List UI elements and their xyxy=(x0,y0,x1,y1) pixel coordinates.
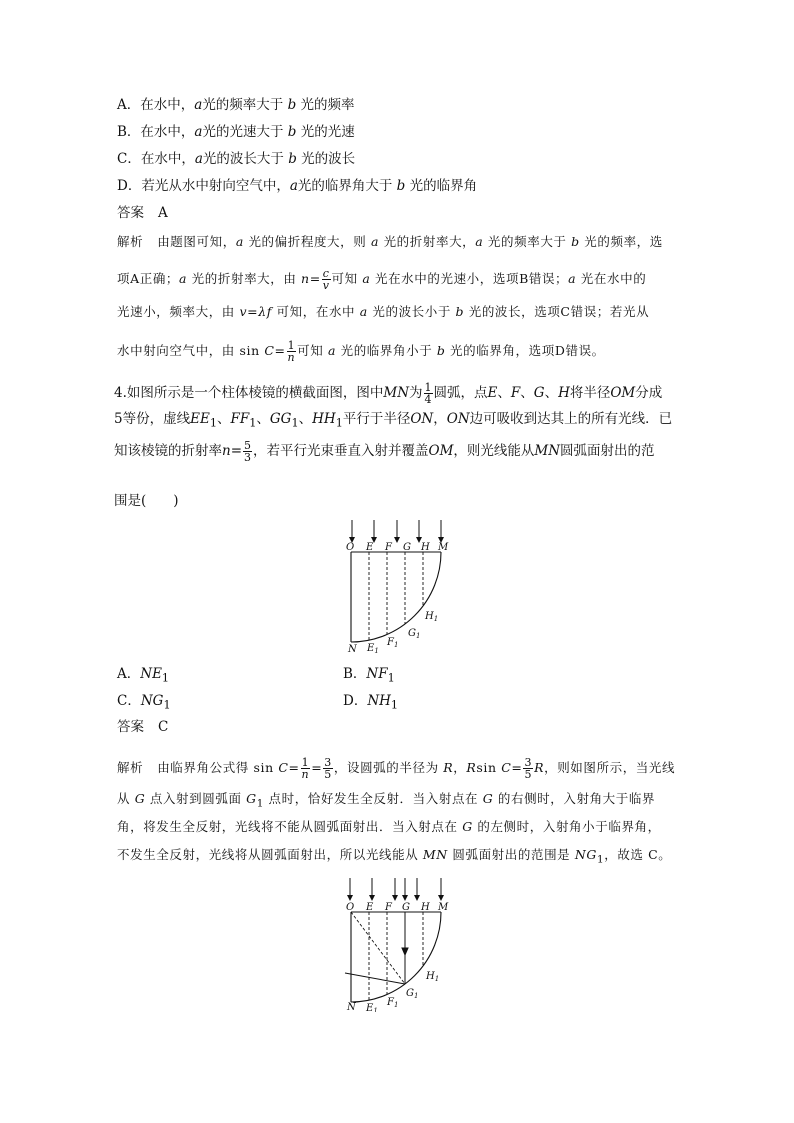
fraction-one-quarter: $\frac{1}{4}$ xyxy=(424,381,432,406)
prism-figure-1 xyxy=(335,515,465,655)
label-g1: $G_1$ xyxy=(408,628,421,640)
q4-stem-line-2: 5等份，虚线$EE_1$、$FF_1$、$GG_1$、$HH_1$平行于半径ON，ON边可吸收到达其上的所有光线．已 xyxy=(114,411,673,430)
label-g1: $G_1$ xyxy=(406,988,419,1000)
label-e1: $E_1$ xyxy=(366,1003,378,1012)
q4-analysis-line-3: 角，将发生全反射，光线将不能从圆弧面射出．当入射点在 G 的左侧时，入射角小于临界角， xyxy=(117,819,661,834)
q3-answer-value: A xyxy=(158,205,168,221)
q3-option-d: D．若光从水中射向空气中，a光的临界角大于 b 光的临界角 xyxy=(117,178,478,194)
fraction-3-over-5: $\frac{3}{5}$ xyxy=(324,756,332,781)
ray-arrowhead xyxy=(402,948,408,955)
label-n: N xyxy=(347,1002,356,1012)
label-o: O xyxy=(346,902,355,913)
q3-analysis-line-2: 项A正确；a 光的折射率大，由 n= $\frac{c}{v}$ 可知 a 光在水中的光速小，选项B错误；a 光在水中的 xyxy=(117,267,647,292)
q3-answer xyxy=(117,204,168,222)
q3-analysis-label: 解析 xyxy=(117,234,144,249)
q4-option-d: D．$NH_1$ xyxy=(343,693,399,712)
q4-analysis-line-1: 解析 由临界角公式得 sin C= $\frac{1}{n}$ = $\frac{3}{5}$ ，设圆弧的半径为 R，Rsin C= $\frac{3}{5}$ R，则如图所示，当光线 xyxy=(117,756,676,781)
fraction-5-over-3: $\frac{5}{3}$ xyxy=(244,439,252,464)
q4-answer xyxy=(117,718,168,736)
q4-analysis-label: 解析 xyxy=(117,760,144,775)
fraction-1-over-n: $\frac{1}{n}$ xyxy=(301,756,310,781)
prism-figure-2 xyxy=(335,872,465,1012)
label-e: E xyxy=(366,902,374,913)
label-h1: $H_1$ xyxy=(425,611,439,623)
label-e: E xyxy=(366,542,374,553)
q4-option-a: A．$NE_1$ xyxy=(117,666,170,685)
label-h: H xyxy=(421,902,430,913)
label-f1: $F_1$ xyxy=(387,997,399,1009)
arc-mn xyxy=(351,552,441,642)
q4-analysis-line-2: 从 G 点入射到圆弧面 $G_1$ 点时，恰好发生全反射．当入射点在 G 的右侧时，入射角大于临界 xyxy=(117,791,656,810)
q3-answer-label: 答案 xyxy=(117,205,144,221)
q3-option-b: B．在水中，a光的光速大于 b 光的光速 xyxy=(117,124,355,140)
label-m: M xyxy=(438,902,449,913)
label-h1: $H_1$ xyxy=(426,971,440,983)
label-f: F xyxy=(385,542,392,553)
label-g: G xyxy=(403,542,411,553)
q3-option-c: C．在水中，a光的波长大于 b 光的波长 xyxy=(117,151,356,167)
fraction-3-over-5: $\frac{3}{5}$ xyxy=(524,756,533,781)
q4-analysis-line-4: 不发生全反射，光线将从圆弧面射出，所以光线能从 MN 圆弧面射出的范围是 $NG_1$，故选 C。 xyxy=(117,847,672,866)
label-f: F xyxy=(385,902,392,913)
q4-option-b: B．$NF_1$ xyxy=(343,666,395,685)
q3-analysis-line-3: 光速小，频率大，由 v=λf 可知，在水中 a 光的波长小于 b 光的波长，选项C错误；若光从 xyxy=(117,304,650,319)
q3-analysis-line-1: 解析 由题图可知，a 光的偏折程度大，则 a 光的折射率大，a 光的频率大于 b 光的频率，选 xyxy=(117,234,663,249)
reflected-ray xyxy=(345,973,405,984)
label-f1: $F_1$ xyxy=(387,637,399,649)
q4-stem-line-4: 围是( ) xyxy=(114,493,179,509)
label-n: N xyxy=(348,644,357,655)
label-g: G xyxy=(402,902,410,913)
q3-option-a: A．在水中，a光的频率大于 b 光的频率 xyxy=(117,97,355,113)
label-m: M xyxy=(438,542,449,553)
q4-stem-line-3: 知该棱镜的折射率n= $\frac{5}{3}$ ，若平行光束垂直入射并覆盖OM，则光线能从MN圆弧面射出的范 xyxy=(114,439,655,464)
q3-analysis-line-4: 水中射向空气中，由 sin C= $\frac{1}{n}$ 可知 a 光的临界角小于 b 光的临界角，选项D错误。 xyxy=(117,339,605,364)
arc-mn xyxy=(351,912,441,1002)
label-o: O xyxy=(346,542,355,553)
q4-answer-value: C xyxy=(158,719,169,735)
q4-answer-label: 答案 xyxy=(117,719,144,735)
normal-line-og1 xyxy=(351,912,405,984)
fraction-c-over-v: $\frac{c}{v}$ xyxy=(322,267,330,292)
label-e1: $E_1$ xyxy=(367,643,379,655)
q4-option-c: C．$NG_1$ xyxy=(117,693,171,712)
fraction-1-over-n: $\frac{1}{n}$ xyxy=(287,339,296,364)
q4-stem-line-1: 4.如图所示是一个柱体棱镜的横截面图，图中MN为 $\frac{1}{4}$ 圆弧，点E、F、G、H将半径OM分成 xyxy=(114,381,663,406)
label-h: H xyxy=(421,542,430,553)
